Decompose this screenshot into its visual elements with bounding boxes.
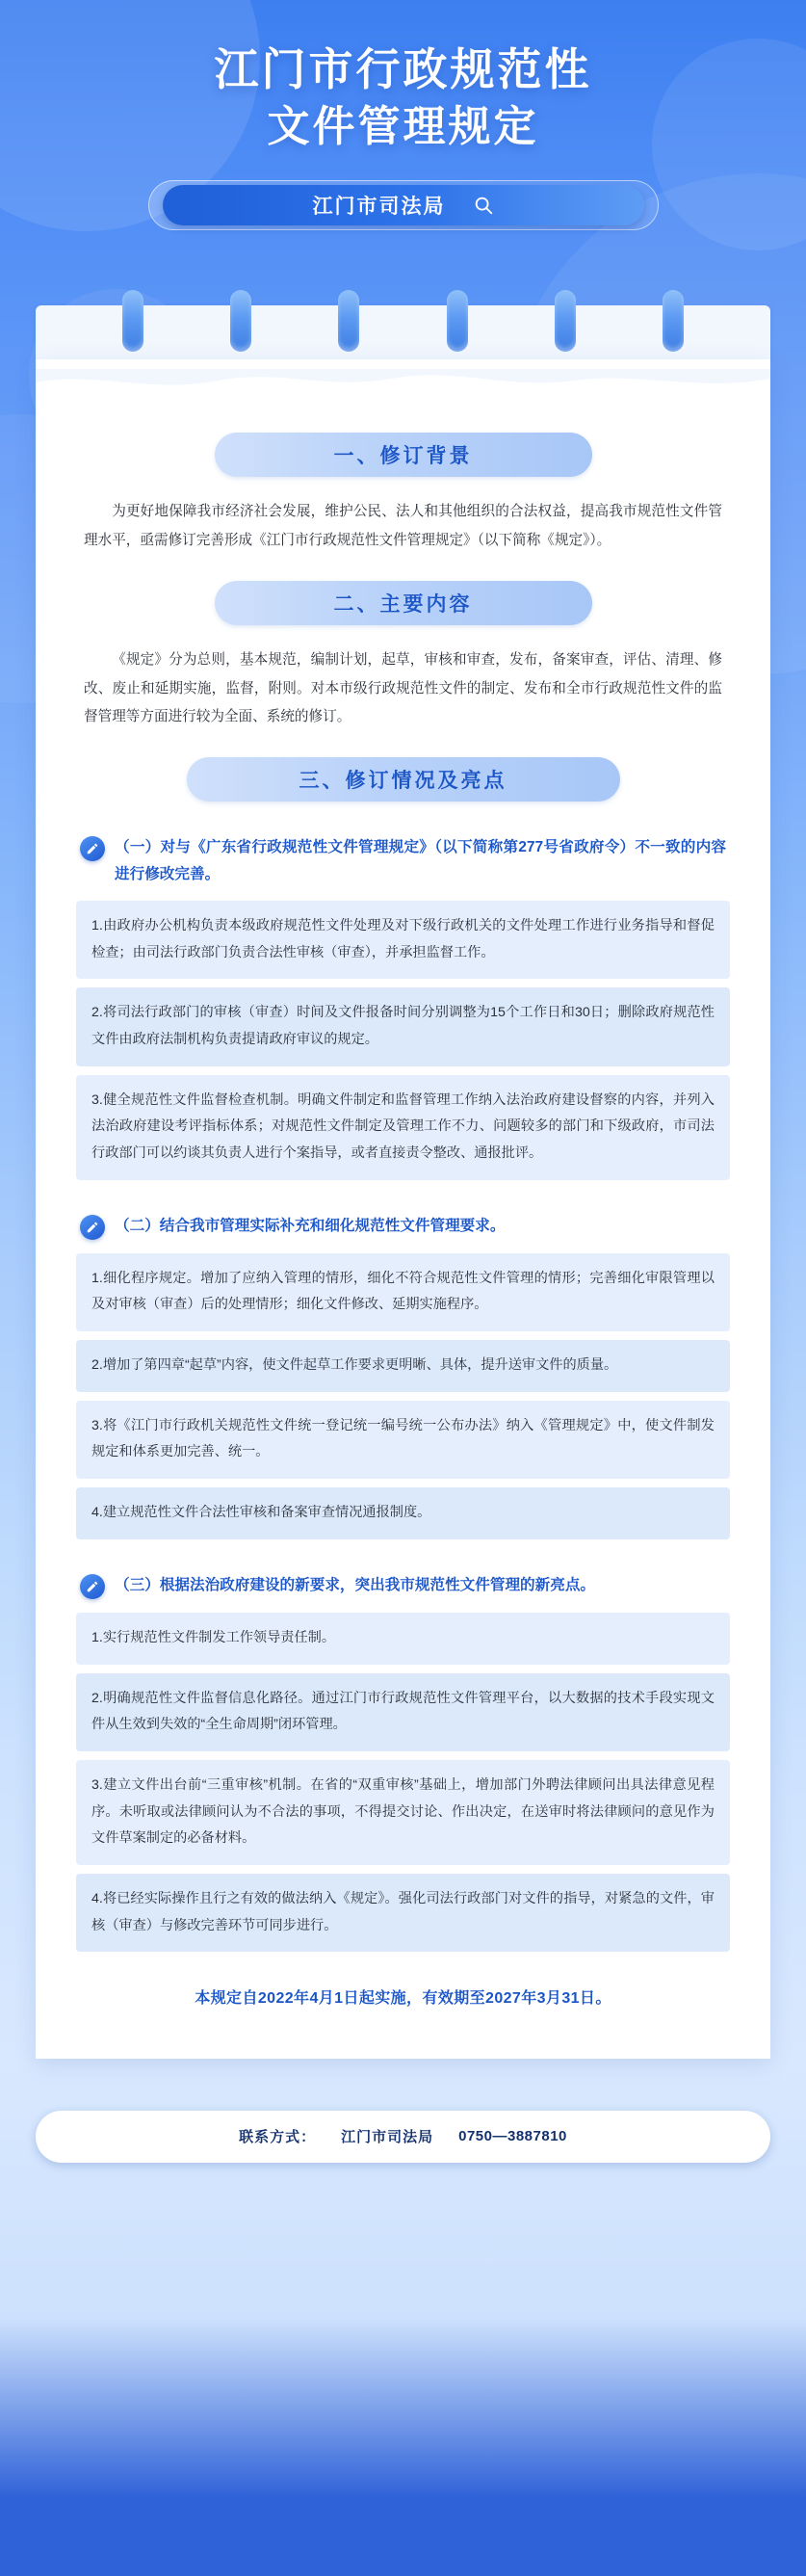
section-header-2: [215, 581, 592, 625]
list-item: 1.由政府办公机构负责本级政府规范性文件处理及对下级行政机关的文件处理工作进行业务指导和督促检查；由司法行政部门负责合法性审核（审查），并承担监督工作。: [76, 901, 730, 979]
pen-icon: [80, 836, 105, 861]
subtitle-inner: [163, 185, 644, 225]
paper-sheet: [36, 359, 770, 2059]
issuing-authority: 江门市司法局: [312, 195, 446, 218]
list-item: 3.健全规范性文件监督检查机制。明确文件制定和监督管理工作纳入法治政府建设督察的内容，并列入法治政府建设考评指标体系；对规范性文件制定及管理工作不力、问题较多的部门和下级政府，市司法行政部门可以约谈其负责人进行个案指导，或者直接责令整改、通报批评。: [76, 1075, 730, 1180]
notebook-rings: [36, 290, 770, 352]
section-paragraph-2: 《规定》分为总则，基本规范，编制计划，起草，审核和审查，发布，备案审查，评估、清理、修改、废止和延期实施，监督，附则。对本市级行政规范性文件的制定、发布和全市行政规范性文件的监督管理等方面进行较为全面、系统的修订。: [84, 651, 722, 725]
effective-period-note: 本规定自2022年4月1日起实施，有效期至2027年3月31日。: [195, 1990, 611, 2008]
list-item: 4.将已经实际操作且行之有效的做法纳入《规定》。强化司法行政部门对文件的指导，对紧急的文件，审核（审查）与修改完善环节可同步进行。: [76, 1874, 730, 1952]
subtitle-banner: [148, 180, 659, 230]
subsection-items-1: [76, 901, 730, 1180]
page-footer: [36, 2111, 770, 2207]
subsection-title-3: （三）根据法治政府建设的新要求，突出我市规范性文件管理的新亮点。: [115, 1576, 596, 1593]
section-title-3: 三、修订情况及亮点: [299, 770, 507, 793]
subsection-header-2: [76, 1213, 730, 1240]
subsection-items-2: [76, 1253, 730, 1539]
paper-body: [36, 398, 770, 2014]
subsection-title-2: （二）结合我市管理实际补充和细化规范性文件管理要求。: [115, 1217, 506, 1234]
content-card: [36, 305, 770, 2059]
list-item: 2.将司法行政部门的审核（审查）时间及文件报备时间分别调整为15个工作日和30日；删除政府规范性文件由政府法制机构负责提请政府审议的规定。: [76, 987, 730, 1065]
ring-icon: [338, 290, 359, 352]
list-item: 1.细化程序规定。增加了应纳入管理的情形，细化不符合规范性文件管理的情形；完善细化审限管理以及对审核（审查）后的处理情形；细化文件修改、延期实施程序。: [76, 1253, 730, 1331]
ring-icon: [447, 290, 468, 352]
ring-icon: [230, 290, 251, 352]
page-title-line2: 文件管理规定: [267, 102, 539, 150]
pen-icon: [80, 1574, 105, 1599]
page-header: [0, 0, 806, 230]
search-icon[interactable]: [473, 195, 494, 216]
subsection-header-1: [76, 834, 730, 887]
section-paragraph-1: 为更好地保障我市经济社会发展，维护公民、法人和其他组织的合法权益，提高我市规范性文件管理水平，亟需修订完善形成《江门市行政规范性文件管理规定》（以下简称《规定》）。: [84, 503, 722, 548]
list-item: 3.建立文件出台前“三重审核”机制。在省的“双重审核”基础上，增加部门外聘法律顾问出具法律意见程序。未听取或法律顾问认为不合法的事项，不得提交讨论、作出决定，在送审时将法律顾问的意见作为文件草案制定的必备材料。: [76, 1760, 730, 1865]
ring-icon: [663, 290, 684, 352]
torn-edge-shape: [36, 369, 770, 398]
page-title-line1: 江门市行政规范性: [214, 44, 592, 94]
section-title-1: 一、修订背景: [333, 444, 473, 467]
ring-icon: [122, 290, 143, 352]
list-item: 1.实行规范性文件制发工作领导责任制。: [76, 1613, 730, 1665]
subsection-items-3: [76, 1613, 730, 1953]
notebook-clip-bar: [36, 305, 770, 359]
subsection-header-3: [76, 1572, 730, 1599]
contact-phone: 0750—3887810: [458, 2128, 567, 2145]
pen-icon: [80, 1215, 105, 1240]
section-header-3: [187, 757, 620, 802]
contact-org: 江门市司法局: [341, 2129, 434, 2146]
subsection-title-1: （一）对与《广东省行政规范性文件管理规定》（以下简称第277号省政府令）不一致的内容进行修改完善。: [115, 839, 726, 882]
list-item: 4.建立规范性文件合法性审核和备案审查情况通报制度。: [76, 1487, 730, 1539]
list-item: 2.明确规范性文件监督信息化路径。通过江门市行政规范性文件管理平台，以大数据的技术手段实现文件从生效到失效的“全生命周期”闭环管理。: [76, 1673, 730, 1751]
section-header-1: [215, 433, 592, 477]
contact-label: 联系方式：: [239, 2129, 317, 2146]
list-item: 3.将《江门市行政机关规范性文件统一登记统一编号统一公布办法》纳入《管理规定》中，使文件制发规定和体系更加完善、统一。: [76, 1401, 730, 1479]
contact-bar: [36, 2111, 770, 2163]
ring-icon: [555, 290, 576, 352]
section-title-2: 二、主要内容: [333, 592, 473, 616]
list-item: 2.增加了第四章“起草”内容，使文件起草工作要求更明晰、具体，提升送审文件的质量。: [76, 1340, 730, 1392]
paper-torn-edge: [36, 369, 770, 398]
